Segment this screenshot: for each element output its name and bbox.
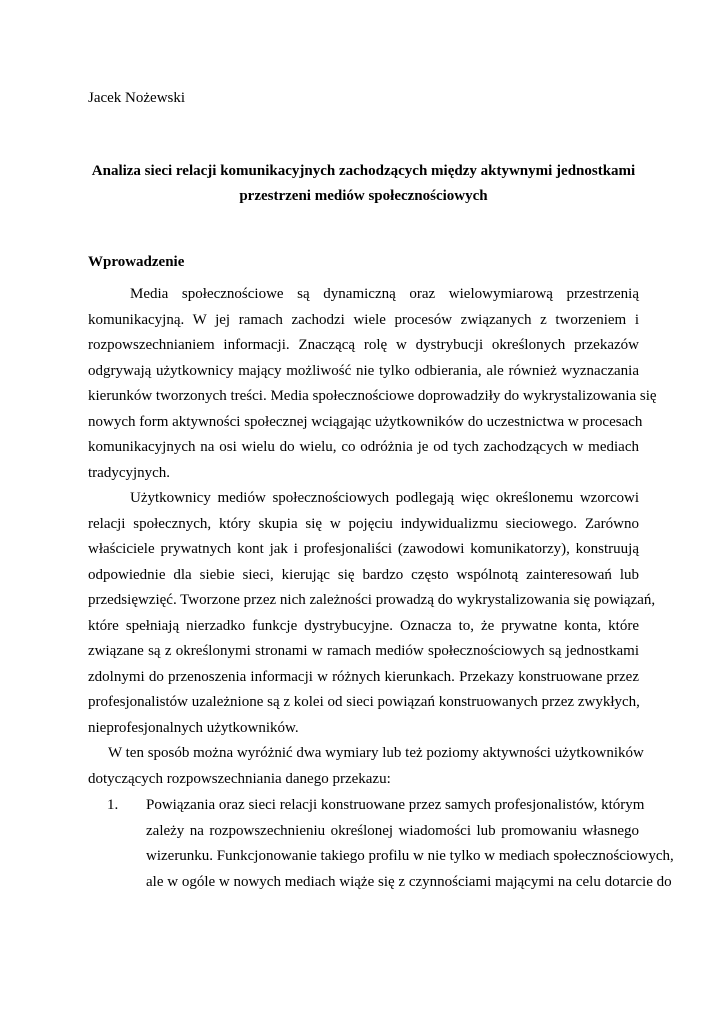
paragraph-2-line: relacji społecznych, który skupia się w pojęciu indywidualizmu sieciowego. Zarówno — [88, 515, 639, 532]
paragraph-2-line: nieprofesjonalnych użytkowników. — [88, 719, 299, 736]
author-name: Jacek Nożewski — [88, 90, 186, 106]
paragraph-2-line: właściciele prywatnych kont jak i profesjonaliści (zawodowi komunikatorzy), konstruują — [88, 541, 639, 557]
list-item-text — [146, 793, 674, 895]
list-item-line: wizerunku. Funkcjonowanie takiego profilu w nie tylko w mediach społecznościowych, — [146, 848, 674, 864]
paragraph-1-line: komunikacyjnych na osi wielu do wielu, co odróżnia je od tych zachodzących w mediach — [88, 439, 639, 455]
list-item-line: zależy na rozpowszechnieniu określonej wiadomości lub promowaniu własnego — [146, 822, 639, 839]
section-heading: Wprowadzenie — [88, 254, 185, 270]
paragraph-1-line: odgrywają użytkownicy mający możliwość nie tylko odbierania, ale również wyznaczania — [88, 362, 639, 379]
body-text — [88, 282, 657, 792]
paragraph-1-line: rozpowszechnianiem informacji. Znaczącą rolę w dystrybucji określonych przekazów — [88, 337, 639, 353]
numbered-list — [88, 793, 674, 895]
paragraph-2-line: związane są z określonymi stronami w ramach mediów społecznościowych są jednostkami — [88, 643, 639, 659]
paragraph-2-line: profesjonalistów uzależnione są z kolei od sieci powiązań konstruowanych przez zwykłych, — [88, 694, 640, 710]
title-line-2: przestrzeni mediów społecznościowych — [239, 188, 488, 204]
paragraph-1-line: Media społecznościowe są dynamiczną oraz wielowymiarową przestrzenią — [130, 286, 639, 302]
paragraph-2-line: przedsięwzięć. Tworzone przez nich zależności prowadzą do wykrystalizowania się powiązań, — [88, 592, 656, 608]
paragraph-1-line: nowych form aktywności społecznej wciągając użytkowników do uczestnictwa w procesach — [88, 413, 643, 430]
list-item-line: ale w ogóle w nowych mediach wiąże się z czynnościami mającymi na celu dotarcie do — [146, 873, 672, 890]
paragraph-2-line: które spełniają nierzadko funkcje dystrybucyjne. Oznacza to, że prywatne konta, które — [88, 617, 639, 634]
paragraph-1-line: kierunków tworzonych treści. Media społecznościowe doprowadziły do wykrystalizowania się — [88, 388, 657, 404]
paragraph-2-line: zdolnymi do przenoszenia informacji w różnych kierunkach. Przekazy konstruowane przez — [88, 668, 639, 685]
paragraph-2-line: odpowiednie dla siebie sieci, kierując się bardzo często wspólnotą zainteresowań lub — [88, 566, 639, 583]
paragraph-3-line: dotyczących rozpowszechniania danego przekazu: — [88, 770, 391, 787]
list-item-line: Powiązania oraz sieci relacji konstruowane przez samych profesjonalistów, którym — [146, 797, 645, 813]
list-item-number: 1. — [107, 797, 119, 813]
paragraph-1-line: komunikacyjną. W jej ramach zachodzi wiele procesów związanych z tworzeniem i — [88, 311, 639, 328]
title-line-1: Analiza sieci relacji komunikacyjnych zachodzących między aktywnymi jednostkami — [91, 163, 636, 179]
paragraph-2-line: Użytkownicy mediów społecznościowych podlegają więc określonemu wzorcowi — [130, 490, 639, 506]
paragraph-3-line: W ten sposób można wyróżnić dwa wymiary lub też poziomy aktywności użytkowników — [108, 745, 644, 761]
paragraph-1-line: tradycyjnych. — [88, 464, 171, 481]
document-title — [88, 159, 639, 209]
